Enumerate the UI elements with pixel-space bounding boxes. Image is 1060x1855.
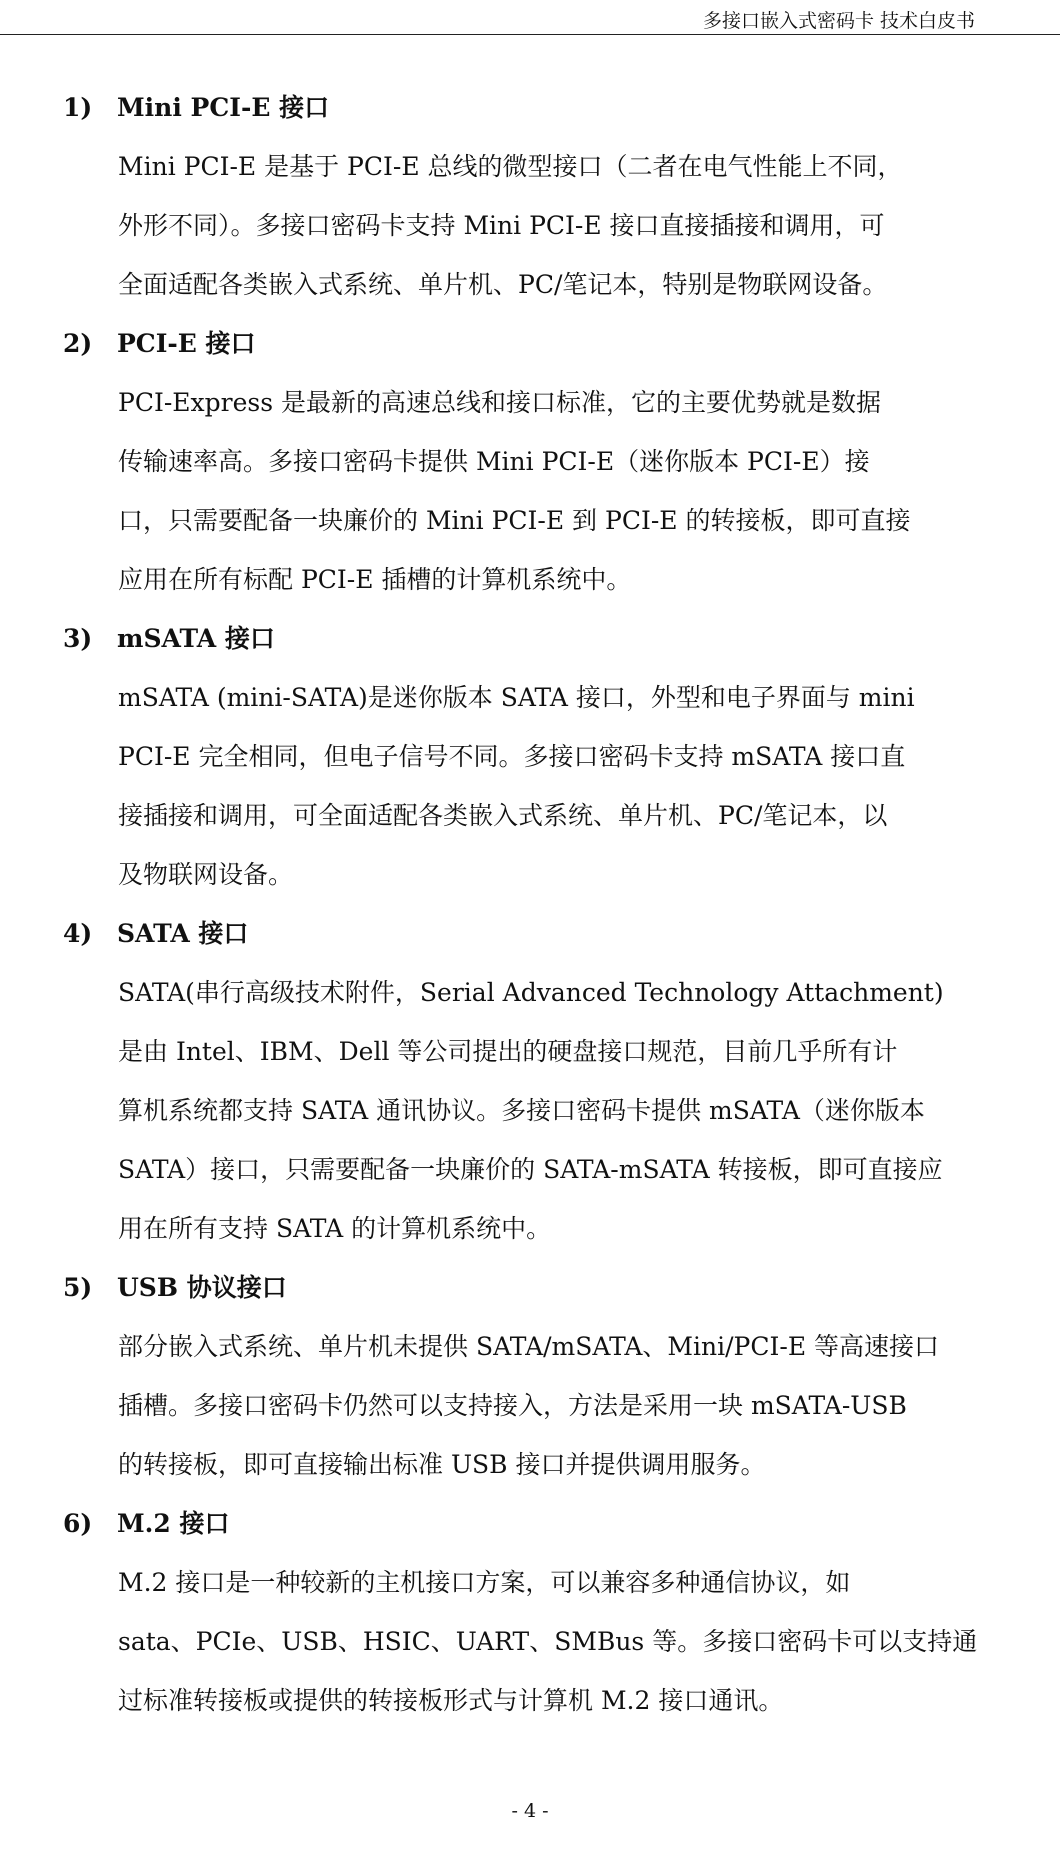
paragraph-line: 应用在所有标配 PCI-E 插槽的计算机系统中。 xyxy=(118,565,632,594)
section-number: 4) xyxy=(63,919,93,948)
paragraph-line: 过标准转接板或提供的转接板形式与计算机 M.2 接口通讯。 xyxy=(118,1686,784,1715)
paragraph-line: 的转接板，即可直接输出标准 USB 接口并提供调用服务。 xyxy=(118,1450,766,1479)
section-number: 6) xyxy=(63,1509,93,1538)
paragraph-line: 外形不同）。多接口密码卡支持 Mini PCI-E 接口直接插接和调用，可 xyxy=(118,211,885,240)
paragraph-line: M.2 接口是一种较新的主机接口方案，可以兼容多种通信协议，如 xyxy=(118,1568,851,1597)
paragraph-line: 用在所有支持 SATA 的计算机系统中。 xyxy=(118,1214,552,1243)
section-heading xyxy=(0,314,1060,373)
section-heading xyxy=(0,78,1060,137)
section-m2 xyxy=(0,1494,1060,1730)
section-title: SATA 接口 xyxy=(117,919,249,948)
page-number: - 4 - xyxy=(511,1800,549,1822)
paragraph-line: 及物联网设备。 xyxy=(118,860,294,889)
paragraph-line: 部分嵌入式系统、单片机未提供 SATA/mSATA、Mini/PCI-E 等高速接口 xyxy=(118,1332,940,1361)
paragraph-line: 传输速率高。多接口密码卡提供 Mini PCI-E（迷你版本 PCI-E）接 xyxy=(118,447,870,476)
paragraph-line: 接插接和调用，可全面适配各类嵌入式系统、单片机、PC/笔记本，以 xyxy=(118,801,888,830)
section-heading xyxy=(0,1494,1060,1553)
paragraph-line: 是由 Intel、IBM、Dell 等公司提出的硬盘接口规范，目前几乎所有计 xyxy=(118,1037,898,1066)
document-title: 多接口嵌入式密码卡 技术白皮书 xyxy=(702,10,975,32)
paragraph-line: 全面适配各类嵌入式系统、单片机、PC/笔记本，特别是物联网设备。 xyxy=(118,270,888,299)
section-title: M.2 接口 xyxy=(117,1509,230,1538)
section-mini-pcie xyxy=(0,78,1060,314)
section-heading xyxy=(0,904,1060,963)
section-title: mSATA 接口 xyxy=(117,624,275,653)
paragraph-line: 算机系统都支持 SATA 通讯协议。多接口密码卡提供 mSATA（迷你版本 xyxy=(118,1096,925,1125)
paragraph-line: PCI-Express 是最新的高速总线和接口标准，它的主要优势就是数据 xyxy=(118,388,881,417)
paragraph-line: SATA(串行高级技术附件，Serial Advanced Technology Attachment) xyxy=(118,978,944,1007)
section-number: 5) xyxy=(63,1273,93,1302)
paragraph-line: mSATA (mini-SATA)是迷你版本 SATA 接口，外型和电子界面与 mini xyxy=(118,683,915,712)
section-number: 3) xyxy=(63,624,93,653)
document-body xyxy=(0,78,1060,1730)
section-sata xyxy=(0,904,1060,1258)
section-msata xyxy=(0,609,1060,904)
section-title: Mini PCI-E 接口 xyxy=(117,93,330,122)
section-usb xyxy=(0,1258,1060,1494)
paragraph-line: PCI-E 完全相同，但电子信号不同。多接口密码卡支持 mSATA 接口直 xyxy=(118,742,906,771)
section-pcie xyxy=(0,314,1060,609)
section-title: PCI-E 接口 xyxy=(117,329,256,358)
section-heading xyxy=(0,609,1060,668)
header-divider xyxy=(0,34,1060,35)
paragraph-line: sata、PCIe、USB、HSIC、UART、SMBus 等。多接口密码卡可以支持通 xyxy=(118,1627,978,1656)
section-title: USB 协议接口 xyxy=(117,1273,287,1302)
page-header xyxy=(0,0,1060,34)
section-number: 2) xyxy=(63,329,93,358)
paragraph-line: SATA）接口，只需要配备一块廉价的 SATA-mSATA 转接板，即可直接应 xyxy=(118,1155,943,1184)
section-heading xyxy=(0,1258,1060,1317)
paragraph-line: Mini PCI-E 是基于 PCI-E 总线的微型接口（二者在电气性能上不同， xyxy=(118,152,903,181)
section-number: 1) xyxy=(63,93,93,122)
paragraph-line: 口，只需要配备一块廉价的 Mini PCI-E 到 PCI-E 的转接板，即可直接 xyxy=(118,506,911,535)
paragraph-line: 插槽。多接口密码卡仍然可以支持接入，方法是采用一块 mSATA-USB xyxy=(118,1391,907,1420)
